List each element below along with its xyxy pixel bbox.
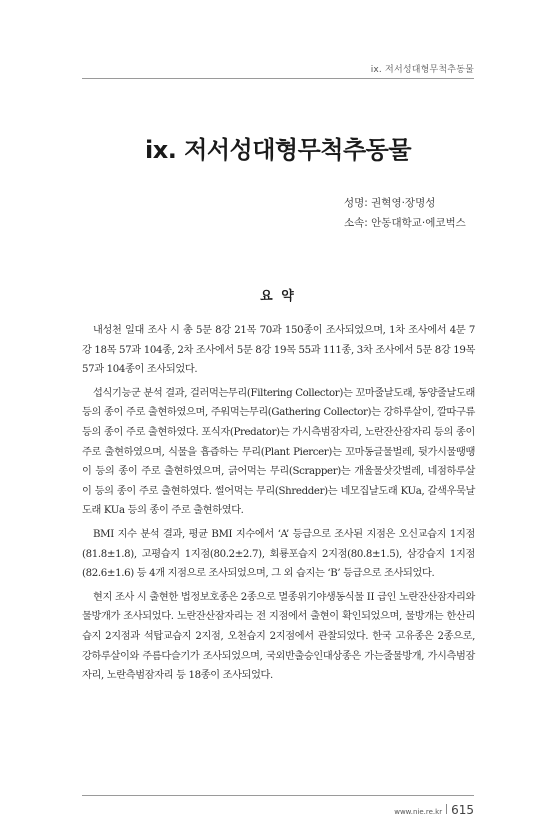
footer-divider — [82, 795, 474, 796]
abstract-body — [82, 321, 475, 690]
page-number: 615 — [451, 803, 474, 817]
author-affiliation: 소속: 안동대학교·에코벅스 — [344, 217, 466, 229]
header-divider — [82, 78, 474, 79]
abstract-paragraph-survey: 내성천 일대 조사 시 총 5문 8강 21목 70과 150종이 조사되었으며, 1차 조사에서 4문 7강 18목 57과 104종, 2차 조사에서 5문 8강 19목 55과 111종, 3차 조사에서 5문 8강 19목 57과 104종이 조사되었다. — [82, 325, 475, 376]
abstract-paragraph-feeding-groups: 섭식기능군 분석 결과, 걸러먹는무리(Filtering Collector)는 꼬마줄날도래, 동양줄날도래 등의 종이 주로 출현하였으며, 주워먹는무리(Gathering Collector)는 강하루살이, 깔따구류 등의 종이 주로 출현하였다. 포식자(Predator)는 가시측범잠자리, 노란잔산잠자리 등의 종이 주로 출현하였으며, 식물을 흡즙하는 무리(Plant Piercer)는 꼬마동글물벌레, 뒷가시물땡땡이 등의 종이 주로 출현하였으며, 긁어먹는 무리(Scrapper)는 개울물삿갓벌레, 네점하루살이 등의 종이 주로 출현하였다. 썰어먹는 무리(Shredder)는 네모집날도래 KUa, 갈색우묵날도래 KUa 등의 종이 주로 출현하였다. — [82, 387, 475, 517]
abstract-heading: 요 약 — [260, 289, 296, 304]
author-block — [344, 193, 466, 233]
footer-site-url[interactable]: www.nie.re.kr — [394, 808, 443, 816]
running-header: ix. 저서성대형무척추동물 — [370, 65, 474, 75]
page-footer — [394, 803, 474, 817]
footer-separator — [446, 804, 447, 814]
chapter-title: ix. 저서성대형무척추동물 — [144, 136, 412, 164]
abstract-paragraph-bmi: BMI 지수 분석 결과, 평균 BMI 지수에서 ‘A’ 등급으로 조사된 지점은 오신교습지 1지점(81.8±1.8), 고평습지 1지점(80.2±2.7), 회룡포습지 2지점(80.8±1.5), 삼강습지 1지점(82.6±1.6) 등 4개 지점으로 조사되었으며, 그 외 습지는 ‘B’ 등급으로 조사되었다. — [82, 528, 475, 580]
abstract-paragraph-protected-species: 현지 조사 시 출현한 법정보호종은 2종으로 멸종위기야생동식물 II 급인 노란잔산잠자리와 물방개가 조사되었다. 노란잔산잠자리는 전 지점에서 출현이 확인되었으며, 물방개는 한산리습지 2지점과 석탑교습지 2지점, 오천습지 2지점에서 관찰되었다. 한국 고유종은 2종으로, 강하루살이와 주름다슬기가 조사되었으며, 국외반출승인대상종은 가는줄물방개, 가시측범잠자리, 노란측범잠자리 등 18종이 조사되었다. — [82, 591, 475, 682]
author-names: 성명: 권혁영·장명성 — [344, 197, 436, 209]
